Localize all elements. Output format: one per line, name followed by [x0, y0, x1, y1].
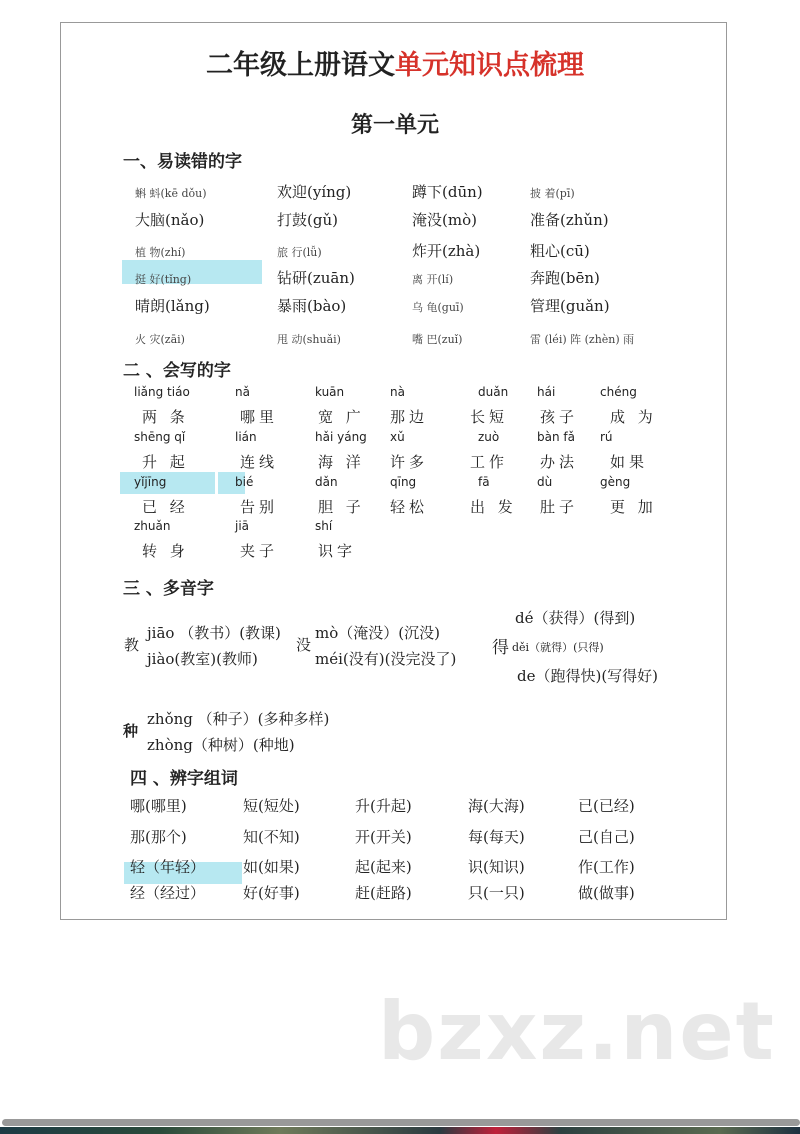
hanzi-word: 告别 [240, 498, 279, 516]
word-item: 旅 行(lǚ) [277, 246, 322, 259]
pinyin: rú [600, 430, 613, 444]
hanzi-word: 肚子 [540, 498, 579, 516]
hanzi-word: 识字 [318, 542, 357, 560]
pinyin: yǐjīng [134, 475, 167, 489]
word-pair: 哪(哪里) [130, 797, 187, 815]
title-highlight: 单元知识点梳理 [395, 50, 584, 81]
hanzi-word: 夹子 [240, 542, 279, 560]
pinyin: hǎi yáng [315, 430, 367, 444]
pinyin: xǔ [390, 430, 405, 444]
hanzi-word: 许多 [390, 453, 429, 471]
poly-char: 得 [492, 638, 509, 658]
word-pair: 如(如果) [243, 858, 300, 876]
poly-reading: méi(没有)(没完没了) [315, 650, 457, 668]
pinyin: gèng [600, 475, 631, 489]
watermark: bzxz.net [378, 985, 776, 1078]
word-pair: 海(大海) [468, 797, 525, 815]
pinyin: qīng [390, 475, 417, 489]
word-pair: 短(短处) [243, 797, 300, 815]
poly-reading: dé（获得）(得到) [515, 609, 636, 627]
word-item: 蹲下(dūn) [412, 183, 483, 201]
poly-reading: zhǒng （种子）(多种多样) [147, 710, 330, 728]
poly-reading: děi（就得）(只得) [512, 641, 604, 654]
hanzi-word: 轻松 [390, 498, 429, 516]
hanzi-word: 海 洋 [318, 453, 365, 471]
poly-char: 教 [124, 636, 140, 654]
word-item: 淹没(mò) [412, 211, 477, 229]
word-pair: 作(工作) [578, 858, 635, 876]
word-item: 甩 动(shuǎi) [277, 333, 341, 346]
pinyin: chéng [600, 385, 637, 399]
word-item: 离 开(lí) [412, 273, 454, 286]
word-item: 蝌 蚪(kē dǒu) [135, 187, 207, 200]
pinyin: lián [235, 430, 257, 444]
pinyin: shēng qǐ [134, 430, 186, 444]
hanzi-word: 连线 [240, 453, 279, 471]
hanzi-word: 那边 [390, 408, 429, 426]
word-pair: 只(一只) [468, 884, 525, 902]
word-item: 欢迎(yíng) [277, 183, 352, 201]
word-item: 炸开(zhà) [412, 242, 481, 260]
word-pair: 识(知识) [468, 858, 525, 876]
hanzi-word: 出 发 [470, 498, 517, 516]
word-item: 嘴 巴(zuǐ) [412, 333, 463, 346]
hanzi-word: 如果 [610, 453, 649, 471]
section-heading-3: 三 、多音字 [123, 579, 214, 599]
word-item: 挺 好(tǐng) [135, 273, 192, 286]
pinyin: dù [537, 475, 553, 489]
poly-reading: zhòng（种树）(种地) [147, 736, 295, 754]
pinyin: bàn fǎ [537, 430, 575, 444]
pinyin: kuān [315, 385, 345, 399]
hanzi-word: 升 起 [142, 453, 189, 471]
word-item: 奔跑(bēn) [530, 269, 600, 287]
hanzi-word: 更 加 [610, 498, 657, 516]
hanzi-word: 两 条 [142, 408, 189, 426]
word-pair: 己(自己) [578, 828, 635, 846]
pinyin: hái [537, 385, 556, 399]
title-part: 二年级上册语文 [206, 50, 395, 81]
word-pair: 轻（年轻） [130, 858, 206, 876]
poly-reading: de（跑得快)(写得好) [517, 667, 659, 685]
poly-char: 没 [296, 636, 312, 654]
word-item: 粗心(cū) [530, 242, 590, 260]
horizontal-scrollbar[interactable] [2, 1119, 800, 1126]
word-item: 大脑(nǎo) [135, 211, 205, 229]
word-pair: 做(做事) [578, 884, 635, 902]
word-item: 准备(zhǔn) [530, 211, 609, 229]
poly-reading: mò（淹没）(沉没) [315, 624, 440, 642]
pinyin: zuò [478, 430, 500, 444]
word-pair: 开(开关) [355, 828, 412, 846]
pinyin: fā [478, 475, 490, 489]
word-item: 暴雨(bào) [277, 297, 347, 315]
pinyin: nà [390, 385, 405, 399]
hanzi-word: 已 经 [142, 498, 189, 516]
hanzi-word: 转 身 [142, 542, 189, 560]
hanzi-word: 胆 子 [318, 498, 365, 516]
word-pair: 起(起来) [355, 858, 412, 876]
word-item: 雷 (léi) 阵 (zhèn) 雨 [530, 333, 635, 346]
word-pair: 赶(赶路) [355, 884, 412, 902]
hanzi-word: 成 为 [610, 408, 657, 426]
word-item: 火 灾(zāi) [135, 333, 185, 346]
poly-char: 种 [123, 722, 139, 740]
word-pair: 知(不知) [243, 828, 300, 846]
word-pair: 已(已经) [578, 797, 635, 815]
hanzi-word: 孩子 [540, 408, 579, 426]
hanzi-word: 宽 广 [318, 408, 365, 426]
word-pair: 每(每天) [468, 828, 525, 846]
word-item: 植 物(zhí) [135, 246, 186, 259]
word-item: 披 着(pī) [530, 187, 575, 200]
section-heading-2: 二 、会写的字 [123, 361, 231, 381]
word-item: 打鼓(gǔ) [277, 211, 338, 229]
hanzi-word: 工作 [470, 453, 509, 471]
pinyin: dǎn [315, 475, 338, 489]
unit-title: 第一单元 [350, 113, 439, 138]
word-item: 晴朗(lǎng) [135, 297, 210, 315]
poly-reading: jiāo （教书）(教课) [147, 624, 281, 642]
word-pair: 那(那个) [130, 828, 187, 846]
word-item: 管理(guǎn) [530, 297, 610, 315]
pinyin: nǎ [235, 385, 250, 399]
pinyin: bié [235, 475, 254, 489]
word-pair: 经（经过） [130, 884, 206, 902]
word-item: 钻研(zuān) [277, 269, 355, 287]
hanzi-word: 办法 [540, 453, 579, 471]
pinyin: zhuǎn [134, 519, 171, 533]
pinyin: shí [315, 519, 333, 533]
poly-reading: jiào(教室)(教师) [147, 650, 258, 668]
hanzi-word: 长短 [470, 408, 509, 426]
background-image-strip [0, 1127, 800, 1134]
pinyin: liǎng tiáo [134, 385, 190, 399]
pinyin: jiā [235, 519, 250, 533]
section-heading-4: 四 、辨字组词 [130, 769, 238, 789]
word-item: 乌 龟(guī) [412, 301, 464, 314]
pinyin: duǎn [478, 385, 509, 399]
word-pair: 升(升起) [355, 797, 412, 815]
word-pair: 好(好事) [243, 884, 300, 902]
section-heading-1: 一、易读错的字 [123, 152, 242, 172]
page-title [0, 52, 790, 79]
hanzi-word: 哪里 [240, 408, 279, 426]
